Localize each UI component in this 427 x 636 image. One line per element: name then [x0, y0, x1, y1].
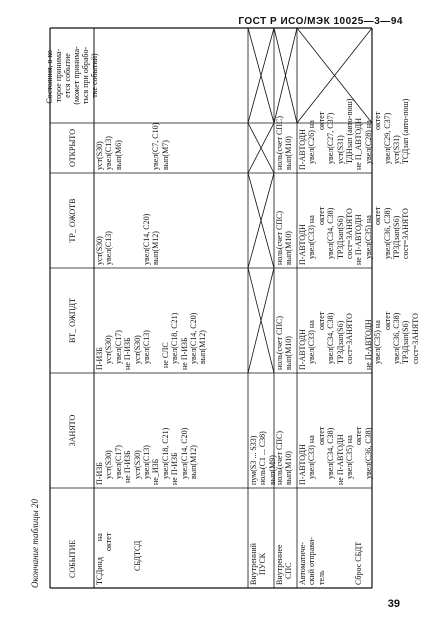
- row2-zanyato: пум(S3 ... S33) ноль(С1 ... С38) вып(М9): [249, 431, 277, 485]
- column-header-zanyato: ЗАНЯТО: [67, 414, 77, 447]
- row1-event: ТСДинд на октет СБДТСД: [95, 532, 142, 585]
- column-header-otkryto: ОТКРЫТО: [67, 129, 77, 167]
- page-number: 39: [387, 598, 400, 610]
- row1-tr-ozhotv: уст(S30) увел(С13) увел(С14, С20) вып(М12): [95, 213, 161, 265]
- row4-event: Автоматиче- ский отправи- тель Сброс СБДТ: [298, 537, 364, 585]
- document-header: ГОСТ Р ИСО/МЭК 10025—3—94: [238, 16, 403, 27]
- row1-zanyato: П-ИЗБ уст(S30) увел(С17) не П-ИЗБ уст(S30) увел(С13) не_ИЗБ увел(С18, С21) не П-ИЗБ увел(С14, С20) вып(М12): [95, 427, 199, 485]
- column-header-vt-ozhpdt: ВТ_ ОЖПДТ: [67, 298, 77, 343]
- row3-zanyato: ноль(счет СПС) вып(М10): [275, 430, 294, 485]
- row1-otkryto: уст(S30) увел(С13) вып(М6) увел(С7, С10) вып(М7): [95, 122, 170, 170]
- row1-vt-ozhpdt: П-ИЗБ уст(S30) увел(С17) не П-ИЗБ уст(S30) увел(С13) не СЛС увел(С18, С21) не П-ИЗБ увел(С14, С20) вып(М12): [95, 312, 208, 370]
- row4-vt-ozhpdt: П-АВТОДН увел(С33) на октет увел(С34, С38) ТРЗДзап(S6) сост=ЗАНЯТО не П-АВТОДН увел(С35) на октет увел(С36, С38) ТРЗДзап(S6) сост=ЗАНЯТО: [298, 311, 420, 370]
- row4-otkryto: П-АВТОДН увел(С26) на октет увел(С27, С37) уст(S31) ТДНзап (авто-пош) не П_АВТОДН увел(С28) на октет увел(С29, С37) уст(S31) ТСДзап (авто-пош): [298, 98, 411, 170]
- row3-tr-ozhotv: ноль(счет СПС) вып(М10): [275, 210, 294, 265]
- rotated-table-block: [30, 28, 420, 588]
- row3-event: Внутреннее СПС: [275, 544, 294, 585]
- column-header-accept-states: Состояния, в ко- торое принима- ется событие (может принима- ться при обрабо- тке событий): [45, 46, 99, 105]
- column-header-tr-ozhotv: ТР_ ОЖОТВ: [67, 198, 77, 243]
- row3-vt-ozhpdt: ноль(счет СПС) вып(М10): [275, 315, 294, 370]
- table-caption: Окончание таблицы 20: [30, 498, 40, 588]
- row4-tr-ozhotv: П-АВТОДН увел(С33) на октет увел(С34, С38) ТРЗДзап(S6) сост=ЗАНЯТО не П-АВТОДН увел(С35) на октет увел(С36, С38) ТРЗДзап(S6) сост=ЗАНЯТО: [298, 206, 411, 265]
- table: [45, 28, 420, 588]
- column-header-event: СОБЫТИЕ: [67, 539, 77, 578]
- row1-accept: [94, 28, 248, 123]
- row2-event: Внутренний ПУСК: [249, 543, 268, 585]
- row4-zanyato: П-АВТОДН увел(С33) на октет увел(С34, С38) не П-АВТОДН увел(С35) на октет увел(С36, С38): [298, 426, 373, 485]
- row3-otkryto: ноль(счет СПС) вып(М10): [275, 115, 294, 170]
